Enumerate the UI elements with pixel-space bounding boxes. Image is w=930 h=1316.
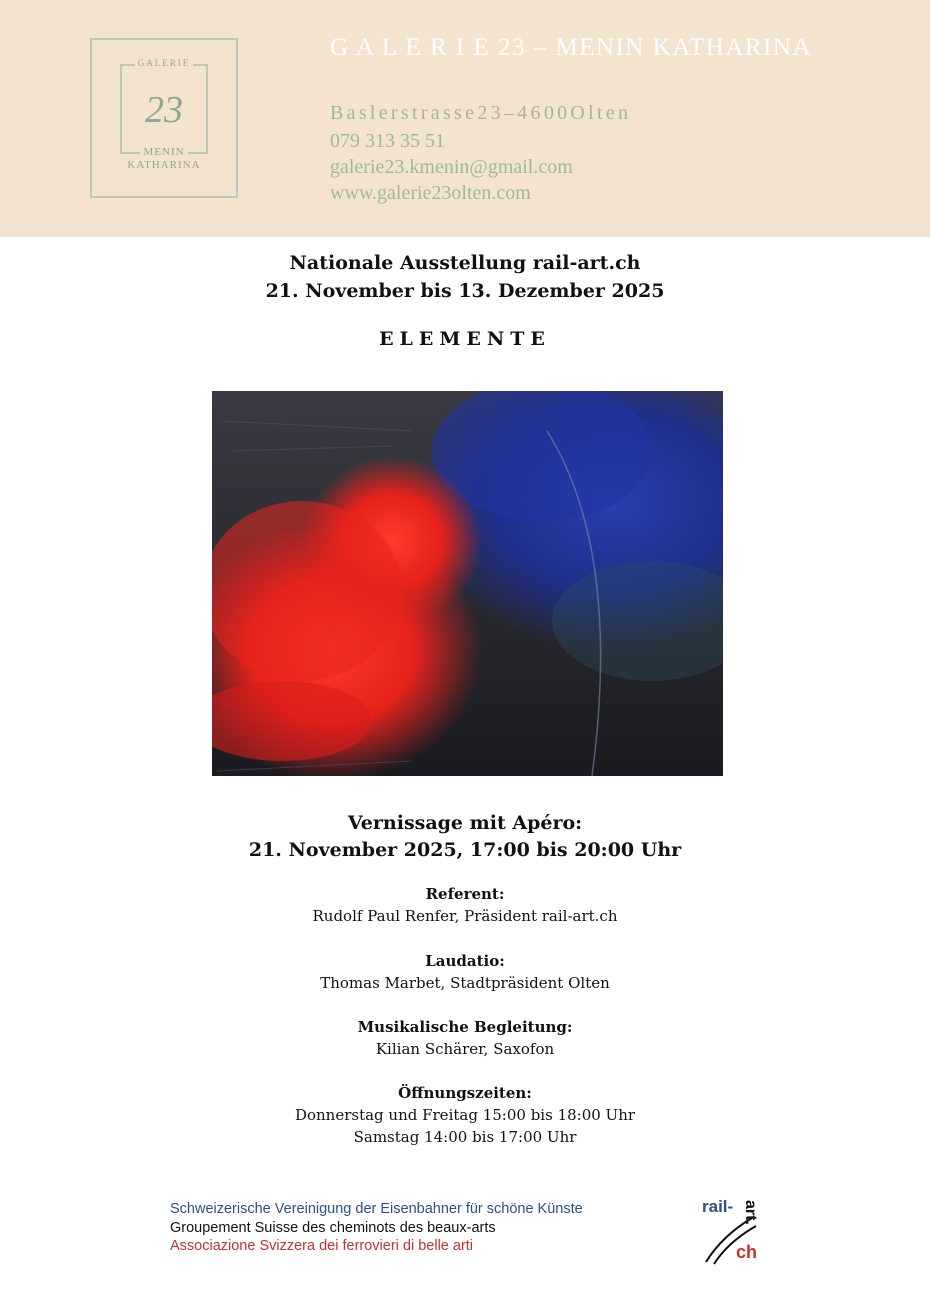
gallery-logo-number: 23 (145, 89, 183, 131)
gallery-phone: 079 313 35 51 (330, 130, 445, 152)
vernissage-label: Vernissage mit Apéro: (347, 812, 583, 834)
opening-hours-saturday: Samstag 14:00 bis 17:00 Uhr (353, 1128, 577, 1146)
laudatio-heading: Laudatio: (425, 952, 505, 970)
music-heading: Musikalische Begleitung: (357, 1018, 573, 1036)
gallery-title: G A L E R I E 23 – MENIN KATHARINA (330, 34, 812, 61)
exhibition-dates: 21. November bis 13. Dezember 2025 (265, 280, 665, 302)
referent-heading: Referent: (425, 885, 505, 903)
exhibition-theme: ELEMENTE (379, 328, 551, 350)
exhibition-title: Nationale Ausstellung rail-art.ch (289, 252, 641, 274)
opening-hours-weekday: Donnerstag und Freitag 15:00 bis 18:00 Uhr (294, 1106, 636, 1124)
gallery-logo-top-text: GALERIE (120, 58, 208, 68)
vernissage-datetime: 21. November 2025, 17:00 bis 20:00 Uhr (248, 839, 682, 861)
referent-name: Rudolf Paul Renfer, Präsident rail-art.ch (312, 907, 618, 925)
rail-art-logo-rail: rail- (702, 1197, 734, 1216)
gallery-address: Baslerstrasse23–4600Olten (330, 102, 632, 124)
rail-art-logo-ch: ch (736, 1242, 758, 1262)
gallery-website[interactable]: www.galerie23olten.com (330, 182, 531, 204)
gallery-email[interactable]: galerie23.kmenin@gmail.com (330, 156, 573, 178)
association-name-fr: Groupement Suisse des cheminots des beaux-arts (170, 1220, 496, 1236)
abstract-painting (212, 391, 723, 776)
association-name-it: Associazione Svizzera dei ferrovieri di belle arti (170, 1238, 474, 1254)
rail-art-logo-art: art. (742, 1200, 759, 1225)
laudatio-name: Thomas Marbet, Stadtpräsident Olten (320, 974, 610, 992)
gallery-logo-bottom-text: MENIN KATHARINA (112, 146, 216, 172)
music-name: Kilian Schärer, Saxofon (375, 1040, 555, 1058)
association-name-de: Schweizerische Vereinigung der Eisenbahner für schöne Künste (170, 1201, 583, 1217)
rail-art-logo (700, 1196, 780, 1266)
opening-hours-heading: Öffnungszeiten: (398, 1084, 532, 1102)
